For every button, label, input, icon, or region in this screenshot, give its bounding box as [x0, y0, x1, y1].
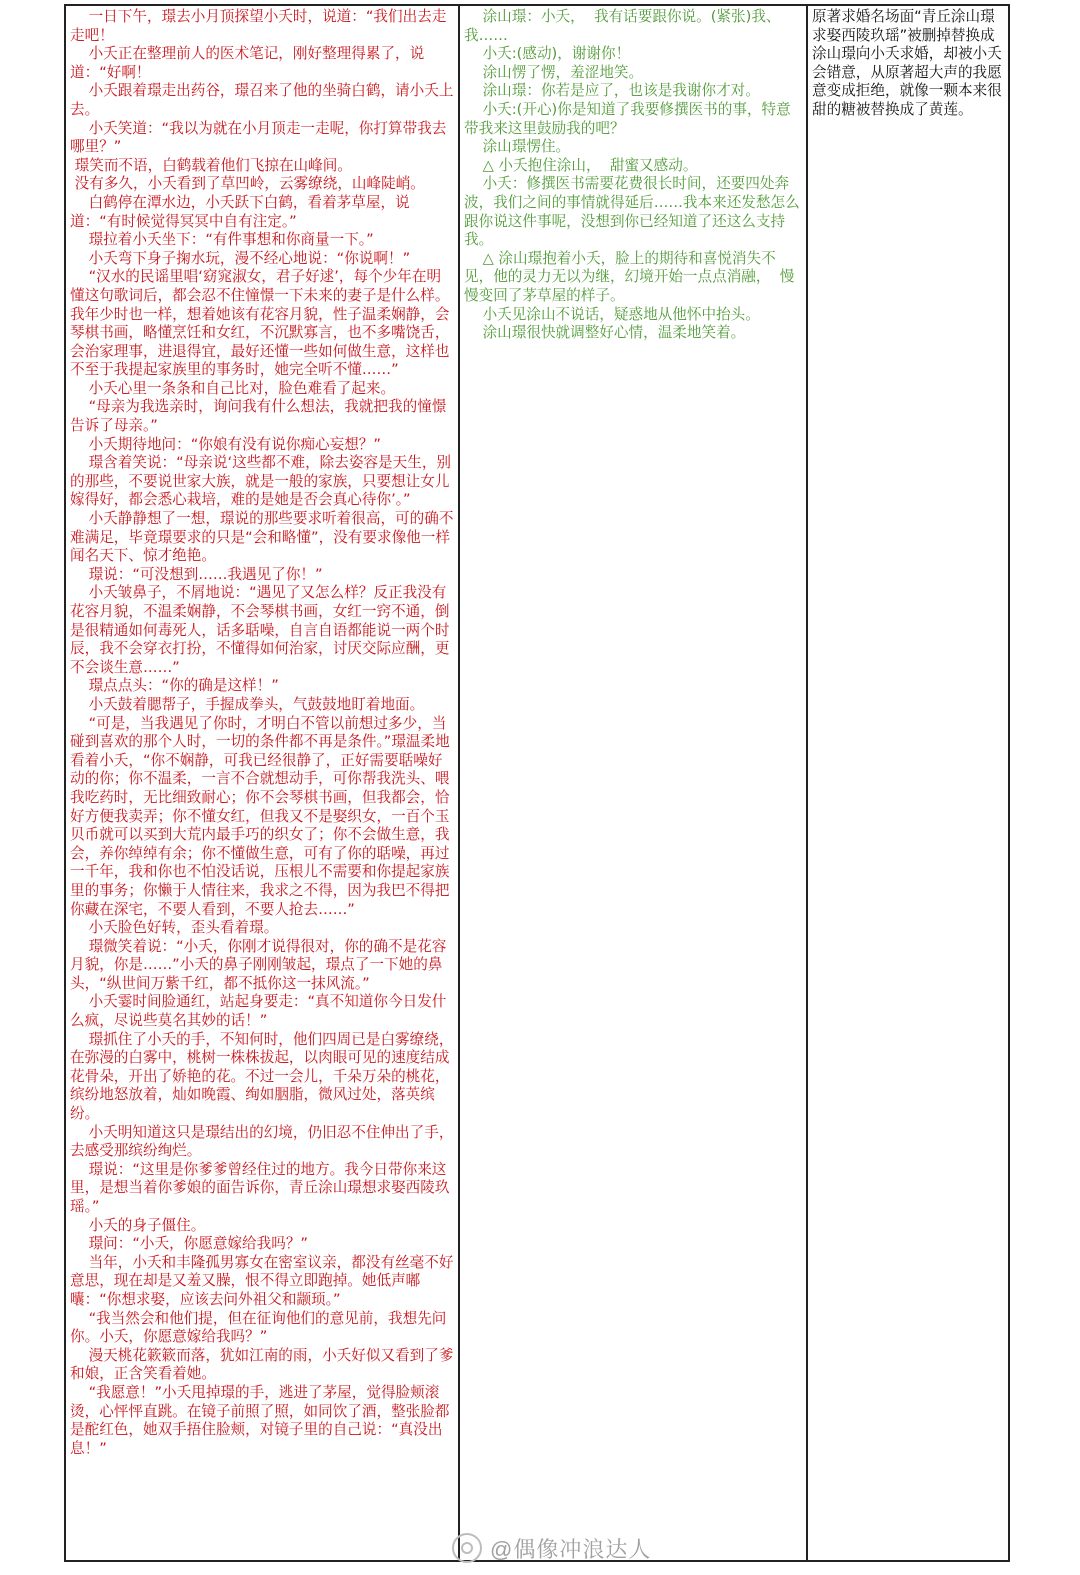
- novel-paragraph: 璟点点头：“你的确是这样！”: [70, 677, 279, 695]
- novel-paragraph: 小夭的身子僵住。: [70, 1216, 206, 1234]
- novel-paragraph: 小夭期待地问：“你娘有没有说你痴心妄想？”: [70, 435, 381, 453]
- script-line: 小夭:(开心)你是知道了我要修撰医书的事，特意带我来这里鼓励我的吧？: [464, 100, 791, 137]
- novel-paragraph: 小夭鼓着腮帮子，手握成拳头，气鼓鼓地盯着地面。: [70, 695, 425, 713]
- novel-paragraph: 小夭弯下身子掬水玩，漫不经心地说：“你说啊！”: [70, 249, 411, 267]
- novel-paragraph: “可是，当我遇见了你时，才明白不管以前想过多少，当碰到喜欢的那个人时，一切的条件都不再是条件。”璟温柔地看着小夭，“你不娴静，可我已经很静了，正好需要聒噪好动的你；你不温柔，一言不合就想动手，可你帮我洗头、喂我吃药时，无比细致耐心；你不会琴棋书画，但我都会，恰好方便我卖弄；你不懂女红，但我又不是娶织女，一百个玉贝币就可以买到大荒内最手巧的织女了；你不会做生意，我会，养你绰绰有余；你不懂做生意，可有了你的聒噪，再过一千年，我和你也不怕没话说，压根儿不需要和你提起家族里的事务；你懒于人情往来，我求之不得，因为我巴不得把你藏在深宅，不要人看到，不要人抢去……”: [70, 714, 450, 918]
- novel-paragraph: 璟说：“这里是你爹爹曾经住过的地方。我今日带你来这里，是想当着你爹娘的面告诉你，青丘涂山璟想求娶西陵玖瑶。”: [70, 1160, 450, 1215]
- novel-paragraph: 小夭跟着璟走出药谷，璟召来了他的坐骑白鹤，请小夭上去。: [70, 82, 454, 118]
- novel-paragraph: 白鹤停在潭水边，小夭跃下白鹤，看着茅草屋，说道：“有时候觉得冥冥中自有注定。”: [70, 193, 410, 230]
- script-line: 小夭:(感动)，谢谢你！: [464, 45, 631, 63]
- novel-paragraph: 小夭明知道这只是璟结出的幻境，仍旧忍不住伸出了手，去感受那缤纷绚烂。: [70, 1123, 454, 1160]
- script-line: △ 小夭抱住涂山， 甜蜜又感动。: [464, 156, 698, 174]
- script-line: △ 涂山璟抱着小夭，脸上的期待和喜悦消失不见，他的灵力无以为继，幻境开始一点点消融， 慢慢变回了茅草屋的样子。: [464, 249, 795, 304]
- novel-paragraph: 璟笑而不语，白鹤载着他们飞掠在山峰间。: [70, 156, 352, 174]
- novel-paragraph: 小夭皱鼻子，不屑地说：“遇见了又怎么样？反正我没有花容月貌，不温柔娴静，不会琴棋书画，女红一窍不通，倒是很精通如何毒死人，话多聒噪，自言自语都能说一两个时辰，我不会穿衣打扮，不懂得如何治家，讨厌交际应酬，更不会谈生意……”: [70, 584, 450, 676]
- novel-paragraph: 璟说：“可没想到……我遇见了你！”: [70, 565, 323, 583]
- weibo-watermark: [452, 1528, 732, 1568]
- novel-paragraph: 一日下午，璟去小月顶探望小夭时，说道：“我们出去走走吧！: [70, 8, 447, 44]
- novel-paragraph: 小夭脸色好转，歪头看着璟。: [70, 919, 279, 937]
- comparison-table: [64, 4, 1010, 1562]
- watermark-text: @偶像冲浪达人: [490, 1536, 652, 1562]
- novel-paragraph: “我当然会和他们提，但在征询他们的意见前，我想先问你。小夭，你愿意嫁给我吗？”: [70, 1309, 447, 1346]
- script-line: 涂山璟很快就调整好心情，温柔地笑着。: [464, 324, 746, 342]
- novel-paragraph: 璟抓住了小夭的手，不知何时，他们四周已是白雾缭绕，在弥漫的白雾中，桃树一株株拔起，以肉眼可见的速度结成花骨朵，开出了娇艳的花。不过一会儿，千朵万朵的桃花，缤纷地怒放着，灿如晚霞、绚如胭脂，微风过处，落英缤纷。: [70, 1030, 454, 1123]
- novel-paragraph: 小夭静静想了一想，璟说的那些要求听着很高，可的确不难满足，毕竟璟要求的只是“会和略懂”，没有要求像他一样闻名天下、惊才绝艳。: [70, 510, 454, 565]
- novel-paragraph: 小夭霎时间脸通红，站起身要走：“真不知道你今日发什么疯，尽说些莫名其妙的话！”: [70, 993, 447, 1030]
- novel-paragraph: 小夭笑道：“我以为就在小月顶走一走呢，你打算带我去哪里？”: [70, 119, 447, 156]
- novel-paragraph: “我愿意！”小夭甩掉璟的手，逃进了茅屋，觉得脸颊滚烫，心怦怦直跳。在镜子前照了照，如同饮了酒，整张脸都是酡红色，她双手捂住脸颊，对镜子里的自己说：“真没出息！”: [70, 1383, 450, 1457]
- original-novel-column: [66, 6, 460, 1560]
- novel-paragraph: 璟含着笑说：“母亲说‘这些都不难，除去姿容是天生，别的那些，不要说世家大族，就是一般的家族，只要想让女儿嫁得好，都会悉心栽培，难的是她是否会真心待你’。”: [70, 454, 452, 509]
- novel-paragraph: 璟问：“小夭，你愿意嫁给我吗？”: [70, 1235, 308, 1253]
- script-line: 涂山愣了愣，羞涩地笑。: [464, 63, 644, 81]
- novel-paragraph: 没有多久，小夭看到了草凹岭，云雾缭绕，山峰陡峭。: [70, 175, 425, 193]
- weibo-logo-icon: [452, 1533, 482, 1563]
- script-line: 小夭见涂山不说话，疑惑地从他怀中抬头。: [464, 305, 760, 323]
- script-line: 涂山璟：你若是应了，也该是我谢你才对。: [464, 82, 760, 100]
- script-line: 涂山璟愣住。: [464, 138, 571, 156]
- novel-paragraph: 漫天桃花簌簌而落，犹如江南的雨，小夭好似又看到了爹和娘，正含笑看着她。: [70, 1346, 454, 1383]
- novel-paragraph: 小夭正在整理前人的医术笔记，刚好整理得累了，说道：“好啊！: [70, 45, 425, 81]
- novel-paragraph: 璟拉着小夭坐下：“有件事想和你商量一下。”: [70, 231, 374, 249]
- novel-paragraph: 小夭心里一条条和自己比对，脸色难看了起来。: [70, 379, 396, 397]
- script-line: 小夭：修撰医书需要花费很长时间，还要四处奔波，我们之间的事情就得延后……我本来还发愁怎么跟你说这件事呢，没想到你已经知道了还这么支持我。: [464, 175, 800, 249]
- novel-paragraph: “汉水的民谣里唱‘窈窕淑女，君子好逑’，每个少年在明懂这句歌词后，都会忍不住憧憬一下未来的妻子是什么样。我年少时也一样，想着她该有花容月貌，性子温柔娴静，会琴棋书画，略懂烹饪和女红，不沉默寡言，也不多嘴饶舌，会治家理事，进退得宜，最好还懂一些如何做生意，这样也不至于我提起家族里的事务时，她完全听不懂……”: [70, 268, 450, 379]
- commentary-text: 原著求婚名场面“青丘涂山璟求娶西陵玖瑶”被删掉替换成涂山璟向小夭求婚，却被小夭会错意，从原著超大声的我愿意变成拒绝，就像一颗本来很甜的糖被替换成了黄莲。: [812, 8, 1002, 118]
- novel-paragraph: “母亲为我选亲时，询问我有什么想法，我就把我的憧憬告诉了母亲。”: [70, 398, 447, 435]
- novel-paragraph: 当年，小夭和丰隆孤男寡女在密室议亲，都没有丝毫不好意思，现在却是又羞又臊，恨不得立即跑掉。她低声嘟囔：“你想求娶，应该去问外祖父和颛顼。”: [70, 1253, 454, 1308]
- drama-script-column: [460, 6, 808, 1560]
- novel-paragraph: 璟微笑着说：“小夭，你刚才说得很对，你的确不是花容月貌，你是……”小夭的鼻子刚刚皱起，璟点了一下她的鼻头，“纵世间万紫千红，都不抵你这一抹风流。”: [70, 937, 447, 992]
- commentary-column: [808, 6, 1008, 1560]
- script-line: 涂山璟：小夭， 我有话要跟你说。(紧张)我、我……: [464, 8, 781, 44]
